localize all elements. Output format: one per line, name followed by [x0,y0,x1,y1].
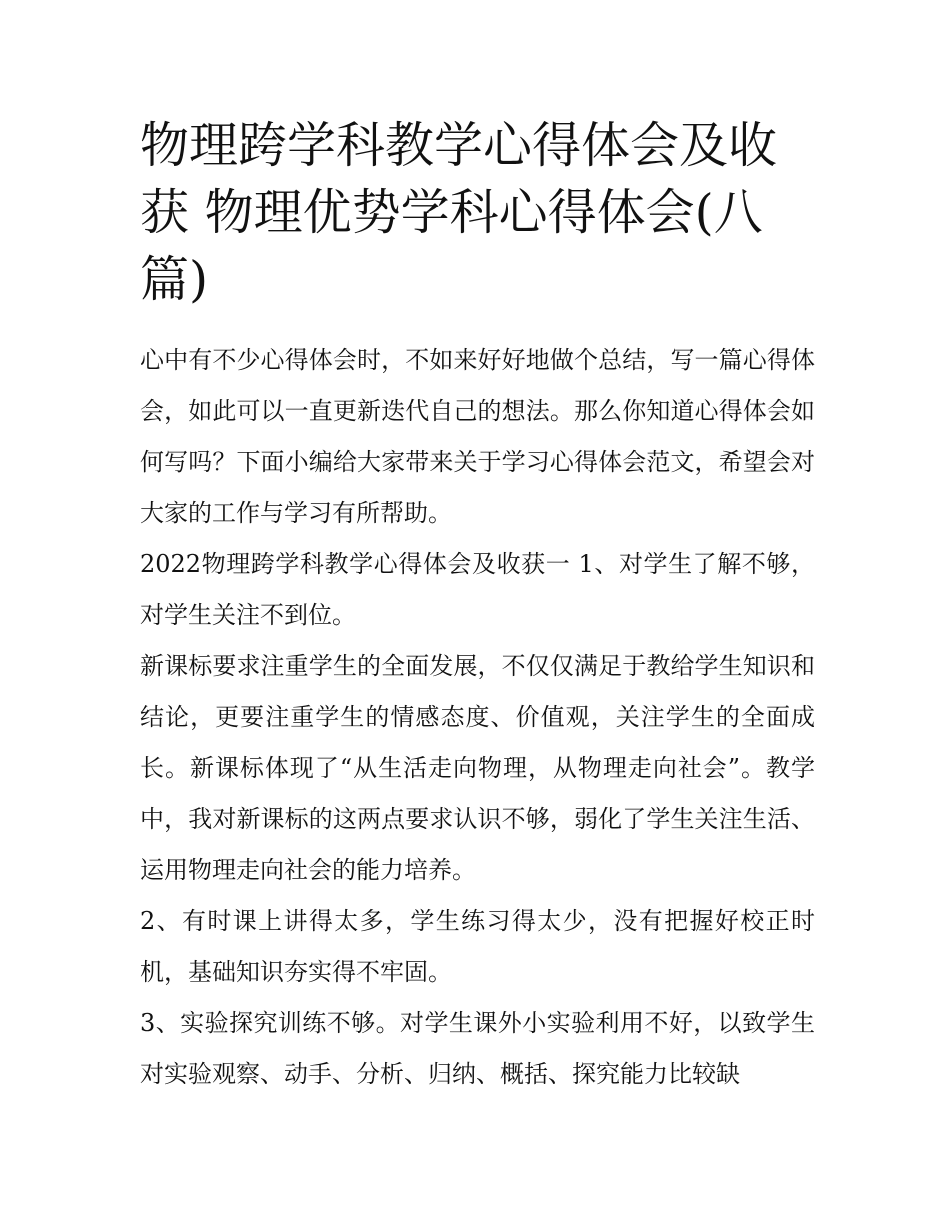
document-page [140,112,815,1100]
paragraph-curriculum: 新课标要求注重学生的全面发展，不仅仅满足于教给学生知识和结论，更要注重学生的情感态度、价值观，关注学生的全面成长。新课标体现了“从生活走向物理，从物理走向社会”。教学中，我对新课标的这两点要求认识不够，弱化了学生关注生活、运用物理走向社会的能力培养。 [140,652,815,884]
paragraph-point-two: 2、有时课上讲得太多，学生练习得太少，没有把握好校正时机，基础知识夯实得不牢固。 [140,907,815,986]
paragraph-intro: 心中有不少心得体会时，不如来好好地做个总结，写一篇心得体会，如此可以一直更新迭代自己的想法。那么你知道心得体会如何写吗？下面小编给大家带来关于学习心得体会范文，希望会对大家的工作与学习有所帮助。 [140,346,815,527]
paragraph-point-three: 3、实验探究训练不够。对学生课外小实验利用不好，以致学生对实验观察、动手、分析、归纳、概括、探究能力比较缺 [140,1009,815,1088]
document-body [140,335,815,1100]
document-title: 物理跨学科教学心得体会及收获 物理优势学科心得体会(八篇) [140,117,778,308]
paragraph-section-one: 2022物理跨学科教学心得体会及收获一 1、对学生了解不够，对学生关注不到位。 [140,550,815,629]
